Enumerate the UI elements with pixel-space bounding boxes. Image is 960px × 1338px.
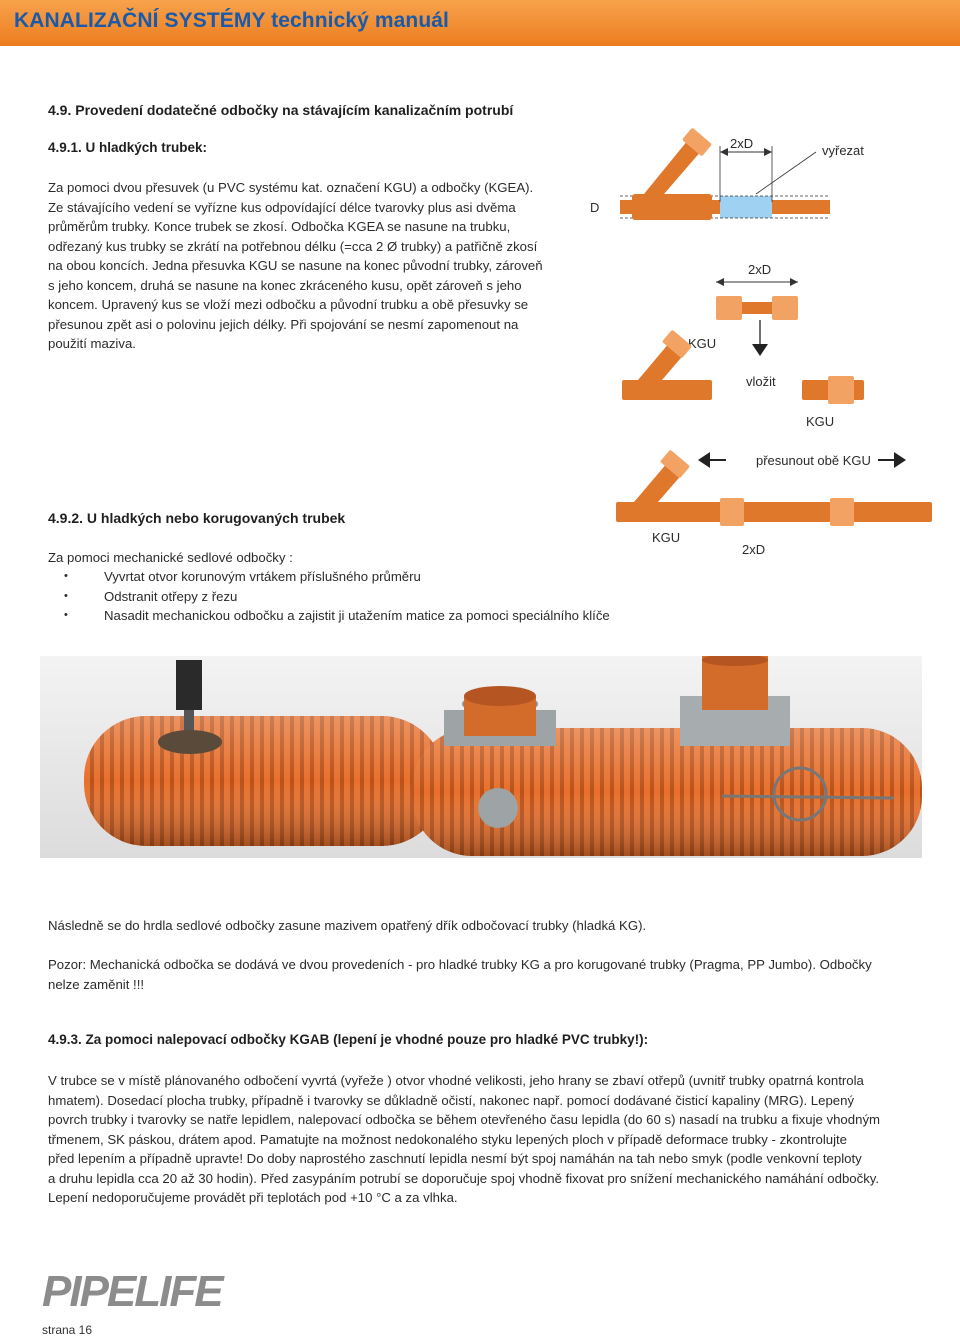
pipelife-logo bbox=[40, 1262, 240, 1314]
after-photo-p2-line: nelze zaměnit !!! bbox=[48, 976, 145, 992]
section-492-bullets bbox=[48, 567, 610, 626]
section-493-line: V trubce se v místě plánovaného odbočení vyvrtá (vyřeže ) otvor vhodné velikosti, jeho hrany se zbaví otřepů (uvnitř trubky opatrná kontrola bbox=[48, 1073, 864, 1088]
label-presunout: přesunout obě KGU bbox=[756, 453, 871, 468]
section-491-title: 4.9.1. U hladkých trubek: bbox=[48, 140, 208, 155]
page-number: strana 16 bbox=[42, 1323, 93, 1337]
section-491-line: Za pomoci dvou přesuvek (u PVC systému kat. označení KGU) a odbočky (KGEA). bbox=[48, 180, 534, 195]
left-slide-arrow bbox=[698, 452, 710, 468]
section-491-line: průměrům trubky. Konce trubek se zkosí. Odbočka KGEA se nasune na trubku, bbox=[48, 219, 511, 234]
section-493-line: povrch trubky i tvarovky se natře lepidlem, nalepovací odbočka se během otevřeného času lepidla (do 60 s) nasadí na trubku a fixuje vhodným bbox=[48, 1112, 881, 1127]
logo-text: PIPELIFE bbox=[42, 1267, 222, 1314]
cut-region bbox=[720, 196, 772, 218]
pipe-right-section bbox=[772, 200, 830, 214]
assembly-diagram bbox=[580, 110, 955, 575]
label-vlozit: vložit bbox=[746, 374, 776, 389]
bullet-item: • Nasadit mechanickou odbočku a zajistit ji utažením matice za pomoci speciálního klíče bbox=[48, 606, 610, 626]
section-492-intro: Za pomoci mechanické sedlové odbočky : bbox=[48, 550, 293, 565]
assembled-pipe bbox=[616, 502, 932, 522]
diagram-step-cut bbox=[590, 128, 864, 220]
label-d: D bbox=[590, 200, 600, 215]
label-kgu-bottom: KGU bbox=[652, 530, 681, 545]
section-491-line: koncem. Upravený kus se vloží mezi odbočku a původní trubku a obě přesuvky se bbox=[48, 297, 529, 312]
section-491-line: Ze stávajícího vedení se vyřízne kus odpovídající délce tvarovky plus asi dvěma bbox=[48, 199, 516, 215]
label-2xd-mid: 2xD bbox=[748, 262, 772, 277]
section-491-line: přesunou zpět asi o polovinu jejich délky. Při spojování se nesmí zapomenout na bbox=[48, 316, 519, 332]
section-493-title: 4.9.3. Za pomoci nalepovací odbočky KGAB (lepení je vhodné pouze pro hladké PVC trubky!): bbox=[48, 1032, 649, 1047]
kgu-coupler bbox=[720, 498, 744, 526]
pipe-with-branch bbox=[622, 380, 712, 400]
bullet-item: • Odstranit otřepy z řezu bbox=[48, 587, 610, 607]
section-491-line: s jeho koncem, druhá se nasune na konec zkráceného kusu, opět zároveň s jeho bbox=[48, 277, 522, 293]
kgu-coupler bbox=[772, 296, 798, 320]
bullet-item: • Vyvrtat otvor korunovým vrtákem příslušného průměru bbox=[48, 567, 610, 587]
diagram-step-insert bbox=[688, 262, 798, 356]
diagram-step-slide bbox=[616, 450, 932, 557]
label-vyrezat: vyřezat bbox=[822, 143, 864, 158]
section-491-body bbox=[48, 178, 568, 354]
section-491-line: na obou koncích. Jedna přesuvka KGU se nasune na konec původní trubky, zároveň bbox=[48, 258, 543, 273]
label-2xd-bottom: 2xD bbox=[742, 542, 766, 557]
branch-fitting-kgea bbox=[632, 128, 712, 220]
section-49-title: 4.9. Provedení dodatečné odbočky na stávajícím kanalizačním potrubí bbox=[48, 102, 514, 118]
section-492-title: 4.9.2. U hladkých nebo korugovaných trubek bbox=[48, 510, 346, 526]
label-2xd-top: 2xD bbox=[730, 136, 754, 151]
after-photo-p1: Následně se do hrdla sedlové odbočky zasune mazivem opatřený dřík odbočovací trubky (hladká KG). bbox=[48, 918, 647, 933]
diagram-step-assembly bbox=[622, 330, 864, 429]
label-kgu-mid: KGU bbox=[688, 336, 717, 351]
right-slide-arrow bbox=[894, 452, 906, 468]
section-493-body bbox=[48, 1071, 938, 1208]
header-band bbox=[0, 0, 960, 46]
kgu-coupler bbox=[716, 296, 742, 320]
section-493-line: hmatem). Dosedací plocha trubky, případně i tvarovky se důkladně očistí, nakonec např. pomocí dodávané čisticí kapaliny (MRG). Lepený bbox=[48, 1092, 855, 1108]
section-491-line: použití maziva. bbox=[48, 336, 136, 351]
after-photo-p2 bbox=[48, 955, 928, 994]
corrugated-pipe-left bbox=[84, 716, 444, 846]
after-photo-p2-line: Pozor: Mechanická odbočka se dodává ve dvou provedeních - pro hladké trubky KG a pro korugované trubky (Pragma, PP Jumbo). Odbočky bbox=[48, 957, 872, 972]
section-491-line: odřezaný kus trubky se zkrátí na potřebnou délku (=cca 2 Ø trubky) a patřičně zkosí bbox=[48, 238, 538, 254]
section-493-line: a druhu lepidla cca 20 až 30 hodin). Před zasypáním potrubí se doporučuje spoj vhodně fixovat pro snížení mechanického namáhání odbočky. bbox=[48, 1170, 880, 1186]
section-493-line: Lepení nedoporučujeme provádět při teplotách pod +10 °C a za vlhka. bbox=[48, 1190, 458, 1205]
section-493-line: třmenem, SK páskou, drátem apod. Pamatujte na možnost nedokonalého styku lepených ploch v případě deformace trubky - zkontrolujte bbox=[48, 1131, 848, 1147]
kgu-coupler bbox=[828, 376, 854, 404]
kgu-coupler bbox=[830, 498, 854, 526]
header-title: KANALIZAČNÍ SYSTÉMY technický manuál bbox=[14, 9, 449, 32]
label-kgu-right: KGU bbox=[806, 414, 835, 429]
section-493-line: před lepením a případně upravte! Do doby naprostého zaschnutí lepidla nesmí být spoj namáhán na tah nebo smyk (podle venkovní teploty bbox=[48, 1151, 862, 1166]
saddle-branch-photo bbox=[40, 656, 922, 858]
